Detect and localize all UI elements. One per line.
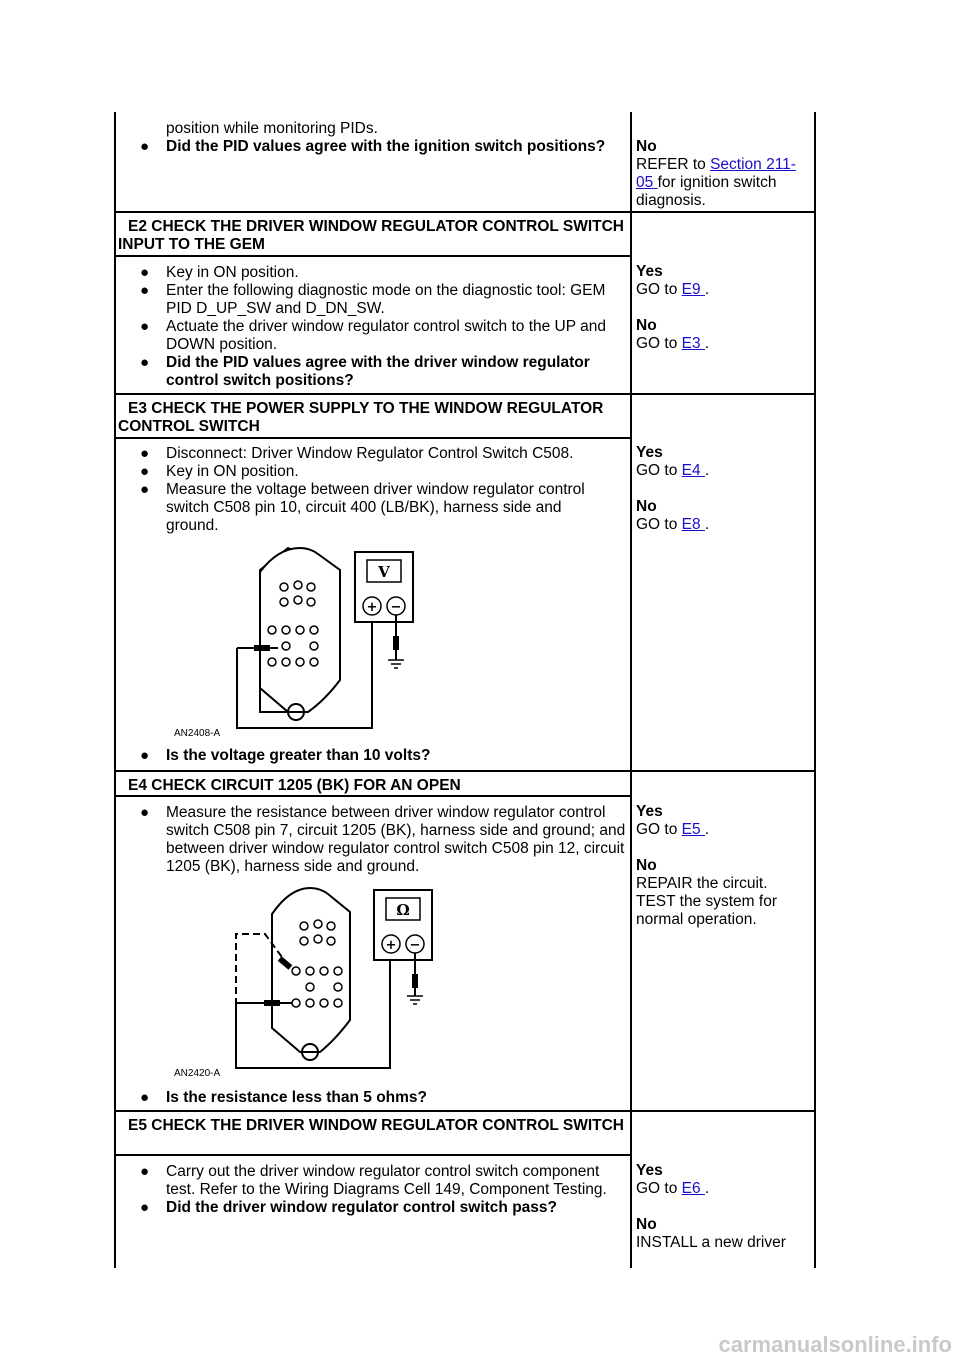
row-e4-question (118, 1089, 630, 1107)
figure-caption: AN2408-A (174, 728, 221, 739)
step-item: ● Enter the following diagnostic mode on the diagnostic tool: GEM PID D_UP_SW and D_DN_SW. (118, 282, 630, 318)
row-e5-answer (636, 1162, 808, 1252)
row-0-answer (636, 138, 808, 210)
step-continuation: position while monitoring PIDs. (166, 120, 378, 137)
step-item: ● Key in ON position. (118, 463, 608, 481)
no-text: REFER to Section 211-05 for ignition switch diagnosis. (636, 156, 796, 209)
plus-terminal: + (366, 600, 378, 615)
row-e2-answer (636, 263, 808, 353)
step-item: ● Measure the resistance between driver window regulator control switch C508 pin 7, circuit 1205 (BK), harness side and ground; and between driver window regulator control switch C508 pin 12, circuit 1205 (BK), harness side and ground. (118, 804, 630, 876)
meter-symbol: Ω (396, 901, 410, 919)
no-label: No (636, 138, 657, 155)
no-label: No (636, 1216, 657, 1233)
plus-terminal: + (385, 938, 397, 953)
row-e3-steps (118, 445, 608, 535)
row-e2-steps (118, 264, 630, 390)
yes-label: Yes (636, 263, 663, 280)
step-title-e4: E4 CHECK CIRCUIT 1205 (BK) FOR AN OPEN (128, 777, 461, 794)
step-item: ● Actuate the driver window regulator control switch to the UP and DOWN position. (118, 318, 630, 354)
row-e4-steps (118, 804, 630, 876)
minus-terminal: − (409, 938, 421, 953)
row-divider (114, 795, 632, 797)
row-divider (114, 211, 816, 213)
table-middle-border (630, 112, 632, 1268)
step-title-e5: E5 CHECK THE DRIVER WINDOW REGULATOR CONTROL SWITCH (128, 1117, 624, 1134)
yes-text: GO to E5 . (636, 821, 710, 838)
step-item: ● Disconnect: Driver Window Regulator Control Switch C508. (118, 445, 608, 463)
meter-symbol: V (378, 563, 390, 581)
row-e3-question (118, 747, 630, 765)
step-question: ● Did the PID values agree with the ignition switch positions? (118, 138, 630, 156)
goto-link[interactable]: E8 (681, 516, 705, 533)
yes-label: Yes (636, 803, 663, 820)
no-label: No (636, 317, 657, 334)
voltage-test-diagram (160, 540, 430, 740)
step-item: ● Key in ON position. (118, 264, 630, 282)
no-text: GO to E8 . (636, 516, 710, 533)
goto-link[interactable]: E6 (681, 1180, 705, 1197)
table-right-border (814, 112, 816, 1268)
row-divider (114, 1154, 632, 1156)
row-divider (114, 1110, 816, 1112)
step-question: ● Is the voltage greater than 10 volts? (118, 747, 630, 765)
minus-terminal: − (390, 600, 402, 615)
resistance-test-diagram (160, 880, 440, 1080)
row-e5-steps (118, 1163, 618, 1217)
no-text: GO to E3 . (636, 335, 710, 352)
table-left-border (114, 112, 116, 1268)
goto-link[interactable]: E9 (681, 281, 705, 298)
no-label: No (636, 857, 657, 874)
row-e3-answer (636, 444, 808, 534)
section-link[interactable]: Section 211-05 (636, 156, 796, 191)
goto-link[interactable]: E3 (681, 335, 705, 352)
goto-link[interactable]: E5 (681, 821, 705, 838)
yes-label: Yes (636, 444, 663, 461)
goto-link[interactable]: E4 (681, 462, 705, 479)
step-question: ● Is the resistance less than 5 ohms? (118, 1089, 630, 1107)
no-text: REPAIR the circuit. TEST the system for normal operation. (636, 875, 777, 928)
row-divider (114, 437, 632, 439)
yes-text: GO to E6 . (636, 1180, 710, 1197)
row-e4-answer (636, 803, 808, 929)
watermark-footer: carmanualsonline.info (718, 1332, 952, 1357)
yes-label: Yes (636, 1162, 663, 1179)
step-title-e3: E3 CHECK THE POWER SUPPLY TO THE WINDOW REGULATOR CONTROL SWITCH (118, 400, 604, 435)
no-text: INSTALL a new driver (636, 1234, 786, 1251)
yes-text: GO to E4 . (636, 462, 710, 479)
figure-caption: AN2420-A (174, 1068, 221, 1079)
row-divider (114, 393, 816, 395)
row-0-steps (118, 120, 630, 156)
yes-text: GO to E9 . (636, 281, 710, 298)
step-item: ● Carry out the driver window regulator control switch component test. Refer to the Wiring Diagrams Cell 149, Component Testing. (118, 1163, 618, 1199)
row-divider (114, 770, 816, 772)
no-label: No (636, 498, 657, 515)
step-question: ● Did the driver window regulator control switch pass? (118, 1199, 618, 1217)
step-question: ● Did the PID values agree with the driver window regulator control switch positions? (118, 354, 630, 390)
step-item: ● Measure the voltage between driver window regulator control switch C508 pin 10, circuit 400 (LB/BK), harness side and ground. (118, 481, 608, 535)
step-title-e2: E2 CHECK THE DRIVER WINDOW REGULATOR CONTROL SWITCH INPUT TO THE GEM (118, 218, 624, 253)
row-divider (114, 255, 632, 257)
